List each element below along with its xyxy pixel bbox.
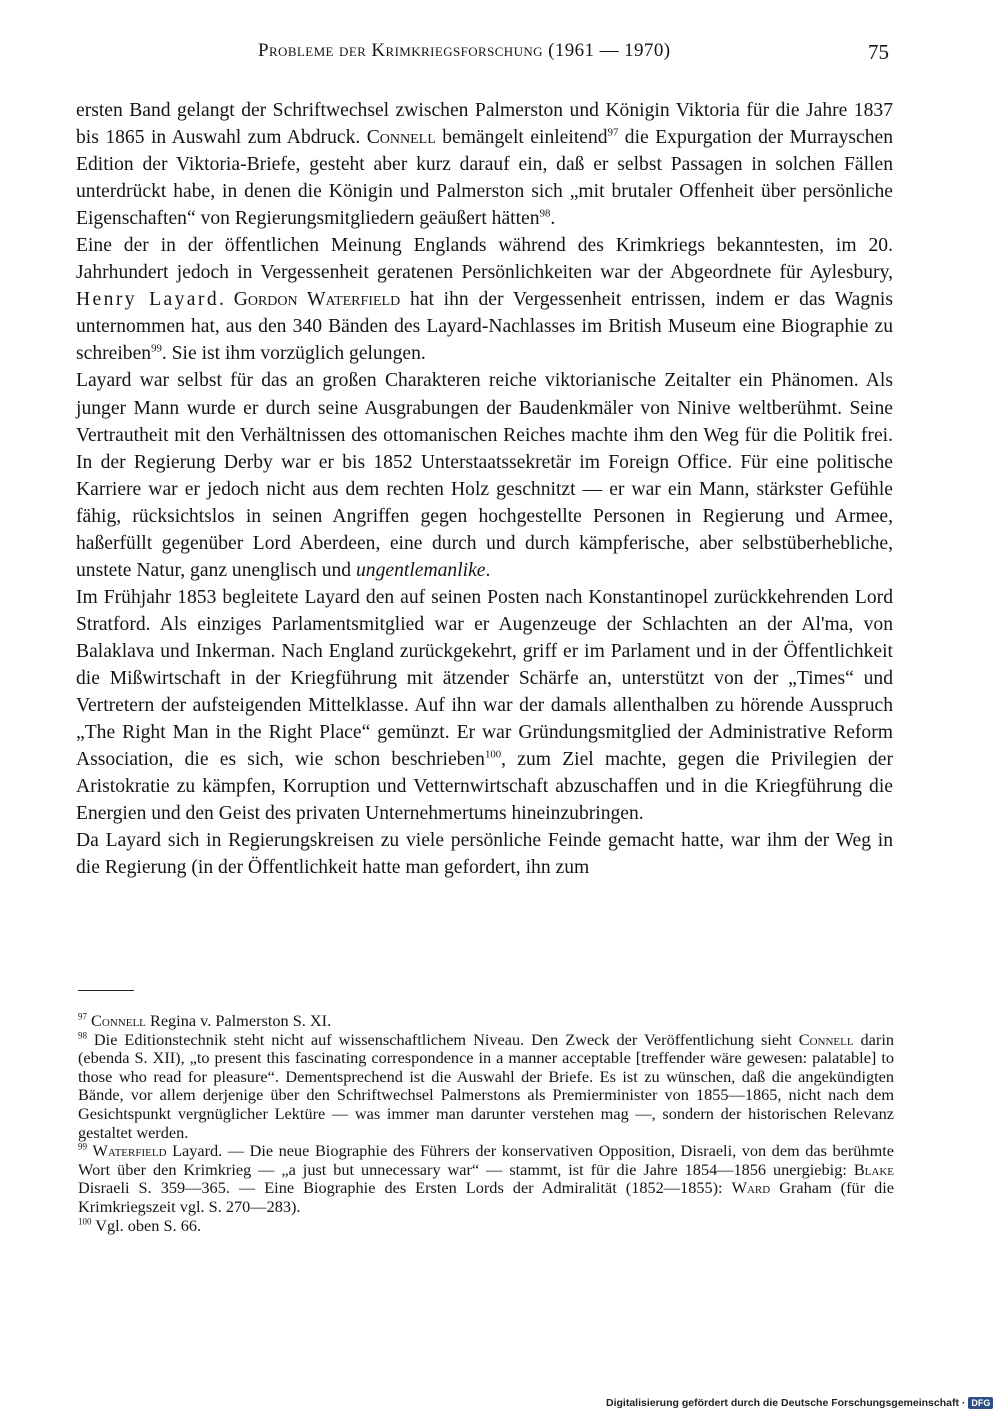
- author-name: Connell: [366, 127, 436, 149]
- text-run: darin (ebenda S. XII), „to present this fascinating correspondence in a manner acceptable [treffender wäre gewesen: palatable] to those who read for pleasure“. Dementsprechend ist die Auswahl der Briefe. Es ist zu wünschen, daß die angekündigten Bände, vor allem derjenige über den Schriftwechsel Palmerstons als Premierminister von 1855—1865, nicht nach dem Gesichtspunkt vergnüglicher Lektüre — was immer man darunter verstehen mag —, sondern der historischen Relevanz gestaltet werden.: [78, 1029, 894, 1142]
- footnote-ref-97: 97: [607, 126, 619, 139]
- footnote-97: [78, 1012, 894, 1031]
- text-run: Graham (für die Krimkriegszeit vgl. S. 270—283).: [78, 1178, 894, 1216]
- paragraph-2: [76, 232, 893, 367]
- text-run: .: [219, 289, 234, 311]
- running-header: [0, 40, 1000, 70]
- digitization-credit: [606, 1397, 993, 1409]
- paragraph-3: [76, 367, 893, 583]
- text-run: Disraeli S. 359—365. — Eine Biographie des Ersten Lords der Admiralität (1852—1855):: [78, 1178, 732, 1198]
- author-name: Ward: [731, 1178, 771, 1198]
- page-number: 75: [868, 40, 889, 64]
- footnote-ref-98: 98: [539, 207, 551, 220]
- credit-text: Digitalisierung gefördert durch die Deutsche Forschungsgemeinschaft ·: [606, 1397, 966, 1409]
- footnote-number: 99: [78, 1141, 87, 1152]
- footnote-number: 98: [78, 1030, 87, 1041]
- text-run: ersten Band gelangt der Schriftwechsel zwischen Palmerston und Königin Viktoria für die Jahre 1837 bis 1865 in Auswahl zum Abdruck.: [76, 100, 893, 149]
- footnote-ref-100: 100: [484, 748, 502, 761]
- italic-term: ungentlemanlike: [356, 559, 486, 581]
- author-name: Waterfield: [92, 1141, 167, 1161]
- author-name: Blake: [853, 1159, 894, 1179]
- text-run: Regina v. Palmerston S. XI.: [145, 1011, 332, 1030]
- main-text: [76, 97, 893, 881]
- text-run: Im Frühjahr 1853 begleitete Layard den auf seinen Posten nach Konstantinopel zurückkehrenden Lord Stratford. Als einziges Parlamentsmitglied war er Augenzeuge der Schlachten an der Al'ma, von Balaklava und Inkerman. Nach England zurückgekehrt, griff er im Parlament und in der Öffentlichkeit die Mißwirtschaft in der Kriegführung mit ätzender Schärfe an, unterstützt von der „Times“ und Vertretern der aufsteigenden Mittelklasse. Auf ihn war der damals allenthalben zu hörende Ausspruch „The Right Man in the Right Place“ gemünzt. Er war Gründungsmitglied der Administrative Reform Association, die es sich, wie schon beschrieben: [76, 586, 893, 771]
- author-name: Gordon Waterfield: [233, 289, 401, 311]
- footnote-number: 97: [78, 1011, 87, 1022]
- author-name: Connell: [798, 1029, 854, 1049]
- text-run: , zum Ziel machte, gegen die Privilegien der Aristokratie zu kämpfen, Korruption und Vetternwirtschaft abzuschaffen und in die Kriegführung die Energien und den Geist des privaten Unternehmertums hineinzubringen.: [76, 749, 893, 825]
- author-name: Connell: [91, 1011, 146, 1030]
- footnote-number: 100: [78, 1216, 92, 1227]
- text-run: .: [485, 559, 491, 581]
- text-run: Vgl. oben S. 66.: [91, 1215, 202, 1235]
- paragraph-5: [76, 827, 893, 881]
- text-run: Die Editionstechnik steht nicht auf wissenschaftlichem Niveau. Den Zweck der Veröffentlichung sieht: [86, 1029, 799, 1049]
- running-title: Probleme der Krimkriegsforschung (1961 — 1970): [258, 40, 671, 61]
- footnote-98: [78, 1031, 894, 1143]
- paragraph-1: [76, 97, 893, 232]
- text-run: Da Layard sich in Regierungskreisen zu viele persönliche Feinde gemacht hatte, war ihm der Weg in die Regierung (in der Öffentlichkeit hatte man gefordert, ihn zum: [76, 830, 893, 879]
- text-run: Eine der in der öffentlichen Meinung Englands während des Krimkriegs bekanntesten, im 20. Jahrhundert jedoch in Vergessenheit geratenen Persönlichkeiten war der Abgeordnete für Aylesbury,: [76, 235, 893, 284]
- footnote-99: [78, 1142, 894, 1216]
- text-run: Layard war selbst für das an großen Charakteren reiche viktorianische Zeitalter ein Phänomen. Als junger Mann wurde er durch seine Ausgrabungen der Baudenkmäler von Ninive weltberühmt. Seine Vertrautheit mit den Verhältnissen des ottomanischen Reiches machte ihm den Weg für die Politik frei. In der Regierung Derby war er bis 1852 Unterstaatssekretär im Foreign Office. Für eine politische Karriere war er jedoch nicht aus dem rechten Holz geschnitzt — er war ein Mann, stärkster Gefühle fähig, rücksichtslos in seinen Angriffen gegen hochgestellte Personen in Regierung und Armee, haßerfüllt gegenüber Lord Aberdeen, eine durch und durch kämpferische, aber selbstüberhebliche, unstete Natur, ganz unenglisch und: [76, 370, 893, 581]
- footnotes: [78, 1012, 894, 1235]
- text-run: die Expurgation der Murrayschen Edition der Viktoria-Briefe, gesteht aber kurz darauf ein, daß er selbst Passagen in solchen Fällen unterdrückt habe, in denen die Königin und Palmerston sich „mit brutaler Offenheit über persönliche Eigenschaften“ von Regierungsmitgliedern geäußert hätten: [76, 127, 893, 230]
- text-run: Layard. — Die neue Biographie des Führers der konservativen Opposition, Disraeli, von dem das berühmte Wort über den Krimkrieg — „a just but unnecessary war“ — stammt, ist für die Jahre 1854—1856 unergiebig:: [78, 1141, 894, 1179]
- text-run: . Sie ist ihm vorzüglich gelungen.: [161, 343, 426, 365]
- paragraph-4: [76, 584, 893, 827]
- dfg-logo: DFG: [968, 1397, 993, 1409]
- footnote-100: [78, 1217, 894, 1236]
- text-run: .: [550, 208, 556, 230]
- person-name: Henry Layard: [76, 289, 220, 311]
- footnote-rule: [78, 990, 134, 991]
- text-run: hat ihn der Vergessenheit entrissen, indem er das Wagnis unternommen hat, aus den 340 Bänden des Layard-Nachlasses im British Museum eine Biographie zu schreiben: [76, 289, 893, 365]
- footnote-ref-99: 99: [151, 342, 162, 355]
- text-run: bemängelt einleitend: [435, 127, 608, 149]
